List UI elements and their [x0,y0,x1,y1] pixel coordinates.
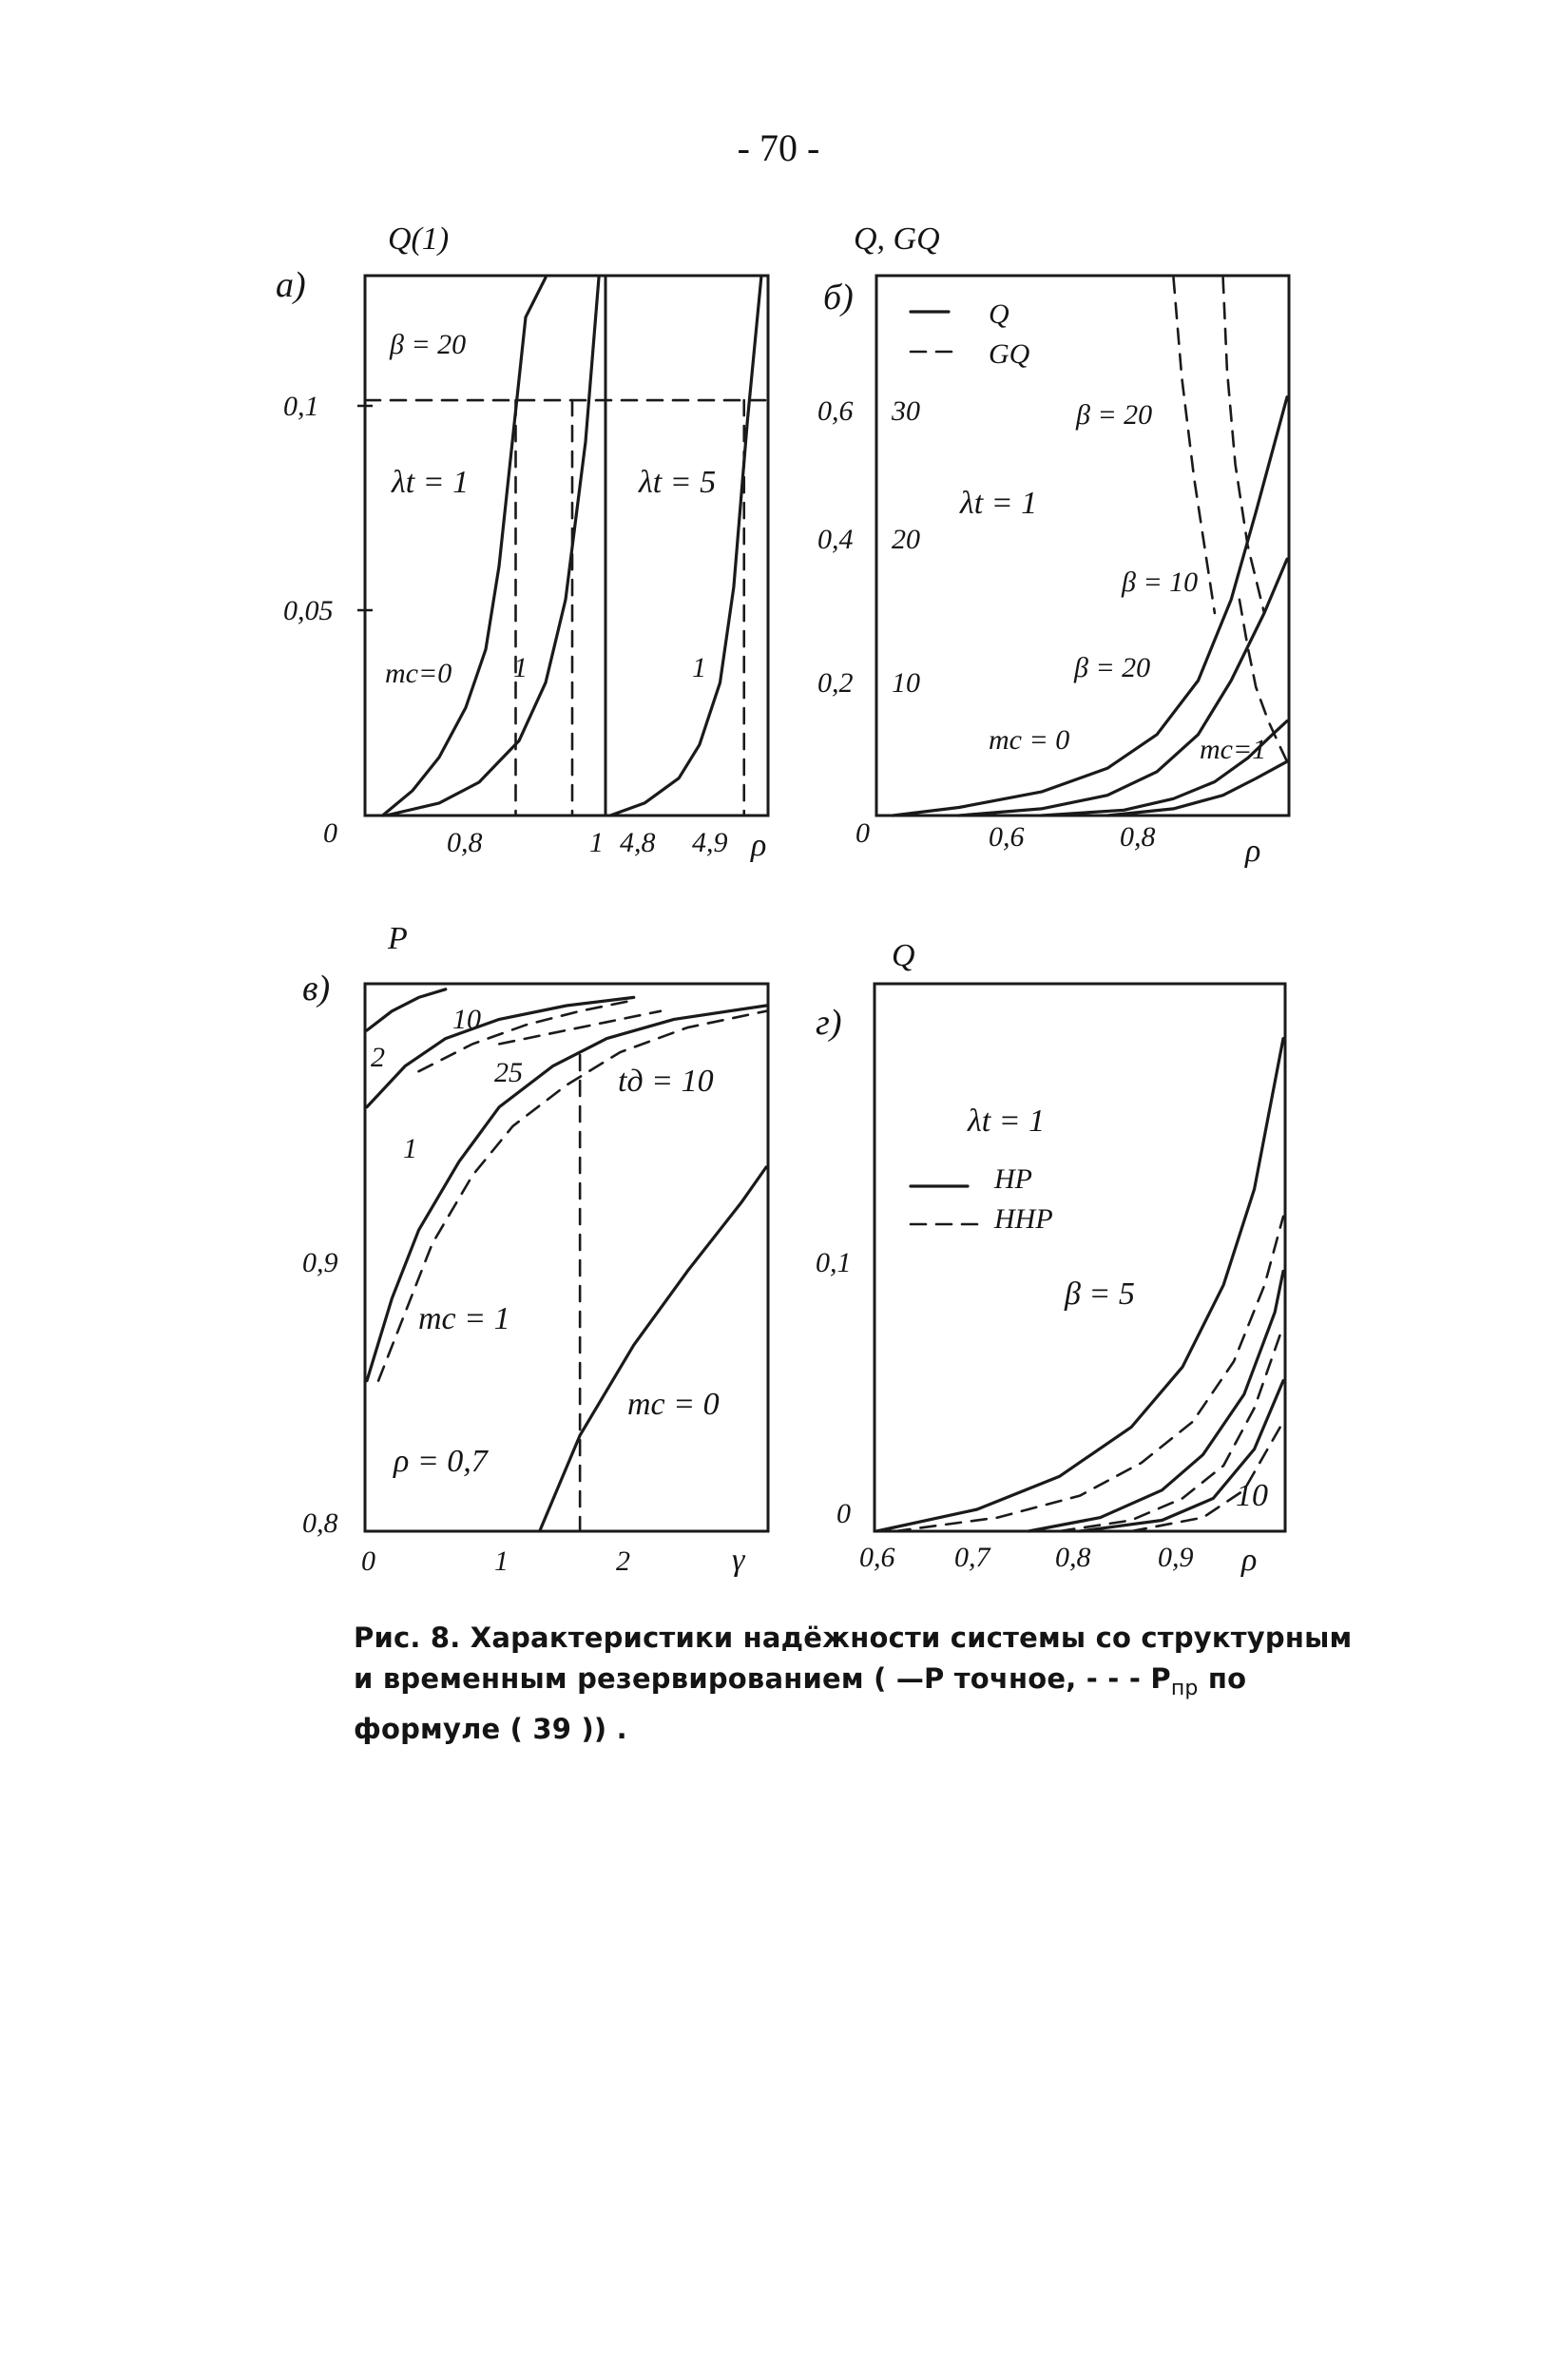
caption-legend-exact: —P точное, [895,1662,1077,1695]
panel-b-legend-Q: Q [989,298,1009,330]
panel-v-ytick-label-0.8: 0,8 [302,1507,338,1539]
panel-v-series-3-25 [499,1011,661,1045]
caption-line-1: Рис. 8. Характеристики надёжности системы со структурным [354,1622,1353,1654]
panel-g-label-10: 10 [1236,1478,1268,1513]
panel-v-xtick-label-2: 2 [616,1545,630,1577]
panel-v-td: tд = 10 [618,1064,714,1099]
caption-line-3: формуле ( 39 )) . [354,1712,627,1745]
panel-g-xtick-label-0.7: 0,7 [954,1542,990,1573]
panel-v-label-10: 10 [452,1004,481,1035]
panel-b-lt1: λt = 1 [960,486,1038,521]
panel-b-gtick-label-10: 10 [892,667,920,699]
panel-v-label-1: 1 [403,1133,417,1164]
panel-b [817,221,1289,869]
panel-v-series-1-2 [367,997,634,1106]
panel-g-xtick-label-0.9: 0,9 [1158,1542,1194,1573]
panel-g-xtick-label-0.6: 0,6 [859,1542,895,1573]
panel-b-legend-G: GQ [989,338,1030,370]
panel-a-label: а) [276,265,306,305]
panel-a-ytick-label-0.1: 0,1 [283,391,319,422]
panel-g-legend-NNR: ННР [994,1203,1053,1235]
panel-g-beta5: β = 5 [1065,1276,1135,1312]
panel-g-legend-NR: НР [994,1163,1032,1195]
panel-b-ylabel: Q, GQ [854,221,940,257]
panel-v-mc1: mc = 1 [418,1301,510,1336]
panel-v-ylabel: P [388,921,408,956]
panel-v-mc0: mc = 0 [627,1387,720,1422]
panel-b-beta10: β = 10 [1122,566,1199,598]
panel-g-lt1: λt = 1 [968,1104,1046,1139]
panel-a-lt5: λt = 5 [639,465,717,500]
panel-v-xtick-label-0: 0 [361,1545,375,1577]
panel-v-xlabel: γ [732,1543,745,1578]
panel-b-xtick-label-0.6: 0,6 [989,821,1025,853]
panel-b-beta20-top: β = 20 [1076,399,1153,431]
panel-b-mc0: mc = 0 [989,724,1070,756]
panel-v-rho: ρ = 0,7 [394,1444,488,1479]
panel-g-xtick-label-0.8: 0,8 [1055,1542,1091,1573]
figure-caption [354,1618,1361,1750]
panel-v-series-0-10 [367,989,446,1030]
page-number: - 70 - [737,126,820,169]
panel-b-xtick-label-0.8: 0,8 [1120,821,1156,853]
panel-a-xtick-label-0.8: 0,8 [447,827,483,858]
panel-a-xtick-label-4.8: 4,8 [620,827,656,858]
panel-v-series-6-mc-=-0 [540,1167,766,1531]
caption-legend-approx-sub: пр [1170,1676,1199,1700]
panel-v-xtick-label-1: 1 [494,1545,509,1577]
panel-a-xlabel: ρ [751,828,767,863]
panel-b-gtick-label-30: 30 [892,395,920,427]
panel-v-label: в) [302,969,331,1008]
panel-a-label-1b: 1 [692,652,706,683]
panel-b-series-5--=-10 [1223,278,1264,613]
panel-b-mc1: mc=1 [1200,734,1267,765]
caption-legend-approx-end: по [1207,1662,1247,1695]
caption-legend-approx: - - - P [1086,1662,1171,1695]
panel-a-lt1: λt = 1 [392,465,470,500]
panel-v-label-2: 2 [371,1042,385,1073]
panel-v [302,921,768,1578]
panel-g [816,938,1285,1578]
panel-b-beta20-low: β = 20 [1074,652,1151,683]
caption-line-2-start: и временным резервированием ( [354,1662,887,1695]
panel-a-ytick-label-0.05: 0,05 [283,595,334,626]
panel-b-label: б) [823,278,854,317]
panel-a-xtick-label-1: 1 [589,827,604,858]
panel-b-ytick-label-0.6: 0,6 [817,395,854,427]
panel-a-mc0: mc=0 [385,658,452,689]
panel-g-ylabel: Q [892,938,915,973]
panel-b-ytick-label-0: 0 [855,817,870,849]
panel-a [276,221,768,863]
panel-g-ytick-label-0.1: 0,1 [816,1247,852,1278]
panel-a-ytick-label-0: 0 [323,817,337,849]
panel-v-ytick-label-0.9: 0,9 [302,1247,338,1278]
panel-b-ytick-label-0.2: 0,2 [817,667,854,699]
panel-g-ytick-label-0: 0 [836,1498,851,1529]
panel-a-xtick-label-4.9: 4,9 [692,827,728,858]
panel-b-gtick-label-20: 20 [892,524,920,555]
panel-b-xlabel: ρ [1245,834,1261,869]
panel-v-label-25: 25 [494,1057,523,1088]
panel-b-ytick-label-0.4: 0,4 [817,524,854,555]
panel-b-series-4--=-20 [1174,278,1215,613]
panel-g-frame [875,984,1285,1531]
panel-a-ylabel: Q(1) [388,221,450,257]
panel-g-xlabel: ρ [1241,1543,1258,1578]
panel-a-series-2-1 [610,278,761,816]
panel-g-label: г) [816,1003,842,1043]
panel-a-label-1a: 1 [513,652,528,683]
panel-a-beta: β = 20 [390,329,467,360]
caption-line-2 [354,1659,1361,1709]
